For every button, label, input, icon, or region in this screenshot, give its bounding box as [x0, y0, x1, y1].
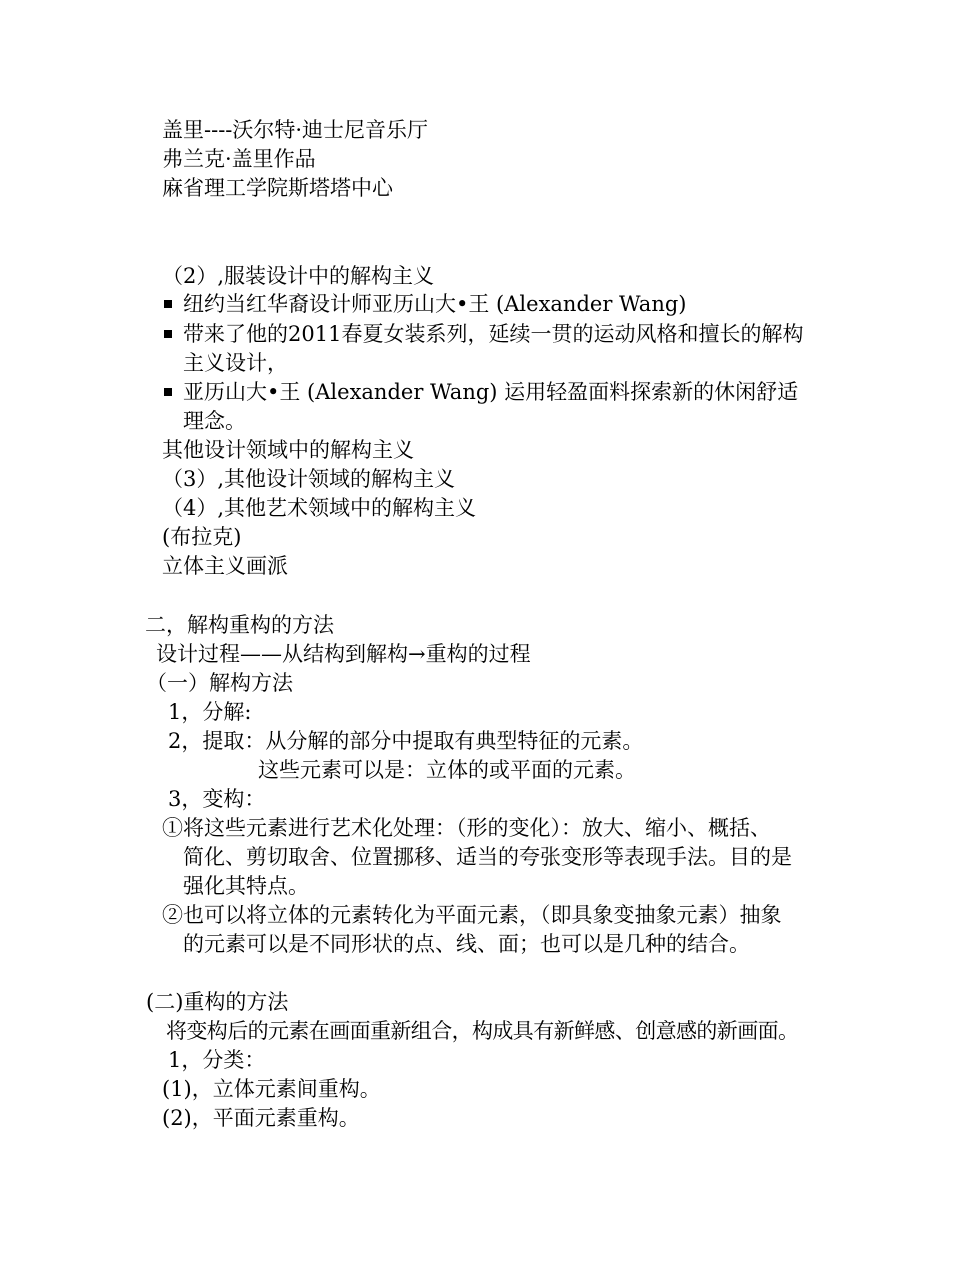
other-fields-title: 其他设计领域中的解构主义 [162, 438, 414, 462]
methods-step-decompose: 1，分解: [168, 700, 252, 724]
methods-process: 设计过程——从结构到解构→重构的过程 [156, 642, 531, 666]
fashion-bullet-collection-line1: 带来了他的2011春夏女装系列，延续一贯的运动风格和擅长的解构 [183, 322, 804, 346]
fashion-bullet-collection-line2: 主义设计， [183, 351, 288, 375]
architecture-line-gehry-works: 弗兰克·盖里作品 [162, 147, 316, 171]
other-fields-item-4: （4）,其他艺术领域中的解构主义 [162, 496, 477, 520]
architecture-line-mit-stata: 麻省理工学院斯塔塔中心 [162, 176, 393, 200]
fashion-bullet-fabric-line2: 理念。 [183, 409, 246, 433]
fashion-heading: （2）,服装设计中的解构主义 [162, 264, 435, 288]
methods-classify: 1，分类： [168, 1048, 266, 1072]
methods-circle-1-line2: 简化、剪切取舍、位置挪移、适当的夸张变形等表现手法。目的是 [183, 845, 792, 869]
bullet-square-icon [164, 330, 172, 338]
methods-section-title: 二，解构重构的方法 [145, 613, 334, 637]
fashion-bullet-designer: 纽约当红华裔设计师亚历山大•王 (Alexander Wang) [183, 292, 687, 316]
methods-circle-2-line1: ②也可以将立体的元素转化为平面元素，（即具象变抽象元素）抽象 [162, 903, 782, 927]
methods-step-extract-note: 这些元素可以是：立体的或平面的元素。 [258, 758, 636, 782]
methods-circle-1-line3: 强化其特点。 [183, 874, 309, 898]
bullet-square-icon [164, 388, 172, 396]
methods-class-2d: (2)，平面元素重构。 [162, 1106, 360, 1130]
methods-step-transform: 3，变构： [168, 787, 266, 811]
other-fields-item-3: （3）,其他设计领域的解构主义 [162, 467, 456, 491]
architecture-line-disney: 盖里----沃尔特·迪士尼音乐厅 [162, 118, 429, 142]
other-fields-cubism: 立体主义画派 [162, 554, 288, 578]
fashion-bullet-fabric-line1: 亚历山大•王 (Alexander Wang) 运用轻盈面料探索新的休闲舒适 [183, 380, 799, 404]
methods-circle-2-line2: 的元素可以是不同形状的点、线、面；也可以是几种的结合。 [183, 932, 750, 956]
methods-sub-reconstruction: (二)重构的方法 [146, 990, 289, 1014]
methods-sub-deconstruction: （一）解构方法 [146, 671, 293, 695]
methods-step-extract: 2，提取：从分解的部分中提取有典型特征的元素。 [168, 729, 644, 753]
methods-class-3d: (1)，立体元素间重构。 [162, 1077, 381, 1101]
bullet-square-icon [164, 300, 172, 308]
other-fields-braque: (布拉克) [162, 525, 242, 549]
methods-reconstruction-desc: 将变构后的元素在画面重新组合，构成具有新鲜感、创意感的新画面。 [166, 1019, 799, 1043]
methods-circle-1-line1: ①将这些元素进行艺术化处理：（形的变化）：放大、缩小、概括、 [162, 816, 771, 840]
